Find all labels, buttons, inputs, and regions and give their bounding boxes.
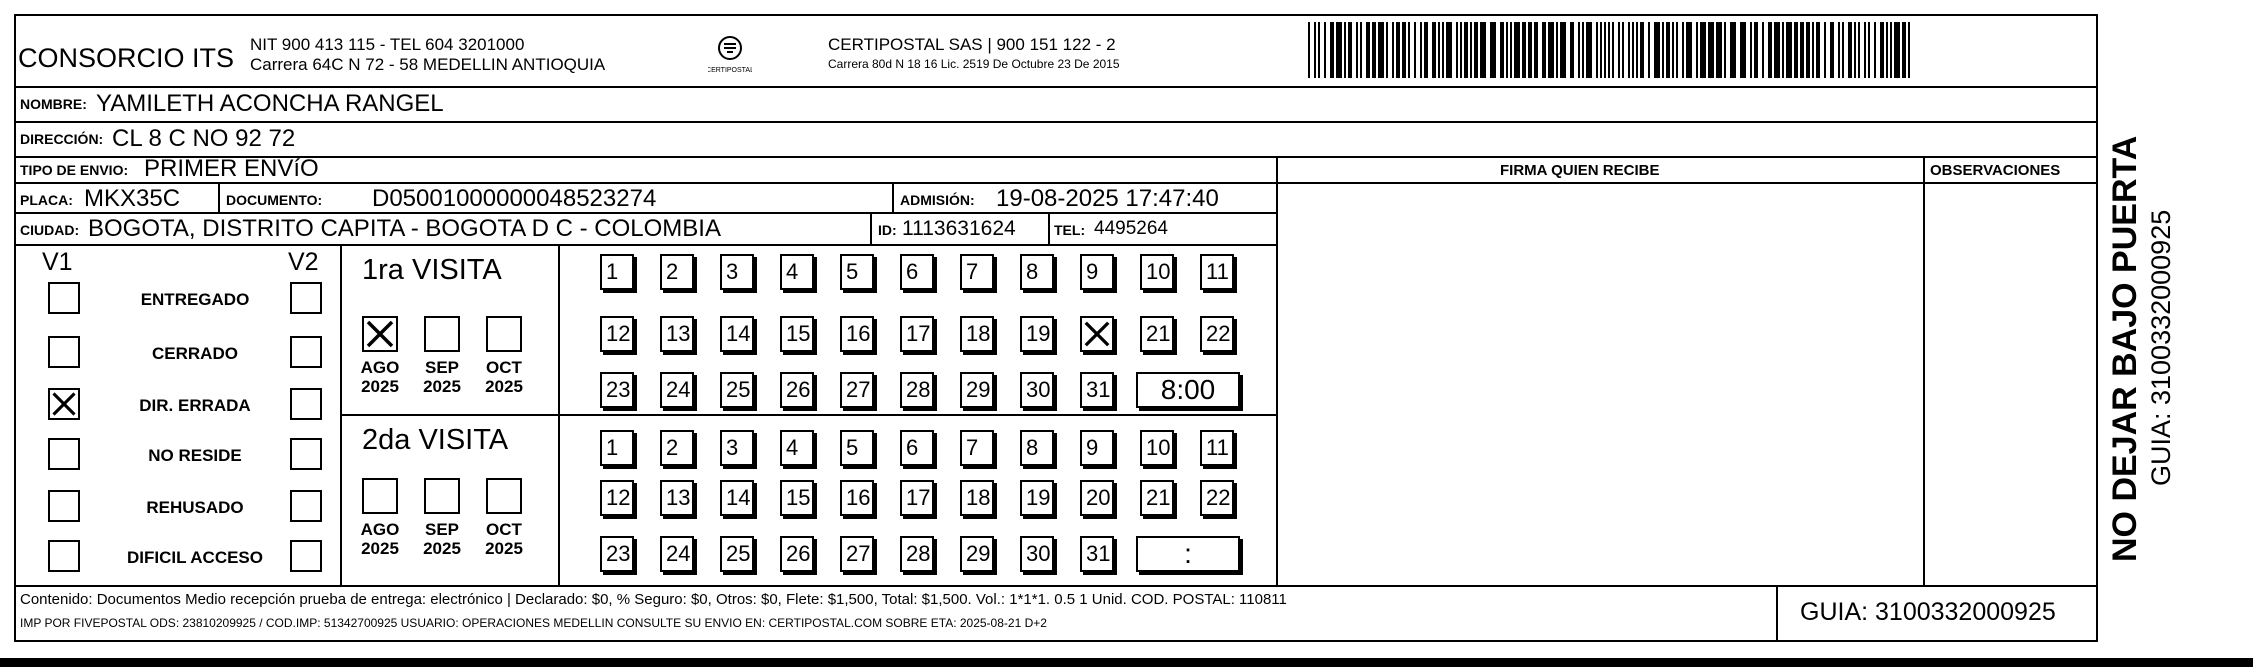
firma-header: FIRMA QUIEN RECIBE: [1500, 162, 1660, 179]
company-name: CONSORCIO ITS: [18, 43, 235, 73]
carrier-address: Carrera 80d N 18 16 Lic. 2519 De Octubre 23 De 2015: [828, 57, 1120, 71]
day-box[interactable]: 31: [1080, 372, 1114, 408]
ciudad-label: CIUDAD:: [20, 222, 80, 238]
day-box[interactable]: 25: [720, 372, 754, 408]
day-box[interactable]: 24: [660, 536, 694, 572]
day-box[interactable]: 14: [720, 316, 754, 352]
day-box[interactable]: 14: [720, 480, 754, 516]
day-box[interactable]: 16: [840, 480, 874, 516]
day-box[interactable]: 28: [900, 372, 934, 408]
day-box[interactable]: 13: [660, 480, 694, 516]
x-mark-icon: [1082, 318, 1112, 350]
placa-value: MKX35C: [84, 185, 181, 212]
company-nit: NIT 900 413 115 - TEL 604 3201000: [250, 35, 525, 54]
day-box[interactable]: 24: [660, 372, 694, 408]
day-box[interactable]: 29: [960, 536, 994, 572]
v2-checkbox[interactable]: [290, 540, 322, 572]
v1-header: V1: [42, 248, 73, 276]
day-box[interactable]: 3: [720, 430, 754, 466]
day-box[interactable]: 18: [960, 316, 994, 352]
day-box[interactable]: 3: [720, 254, 754, 290]
day-box[interactable]: 17: [900, 316, 934, 352]
day-box[interactable]: 23: [600, 372, 634, 408]
status-label: ENTREGADO: [140, 290, 250, 309]
day-box[interactable]: 17: [900, 480, 934, 516]
day-box[interactable]: 26: [780, 536, 814, 572]
day-box[interactable]: 21: [1140, 480, 1174, 516]
v1-checkbox[interactable]: [48, 336, 80, 368]
v1-checkbox[interactable]: [48, 282, 80, 314]
month-checkbox[interactable]: [362, 478, 398, 514]
second-visit-title: 2da VISITA: [362, 424, 509, 456]
footer-imp-line: IMP POR FIVEPOSTAL ODS: 23810209925 / COD.IMP: 51342700925 USUARIO: OPERACIONES MEDELLIN CONSULTE SU ENVIO EN: CERTIPOSTAL.COM SOBRE ETA: 2025-08-21 D+2: [20, 616, 1047, 630]
day-box[interactable]: 7: [960, 254, 994, 290]
id-value: 1113631624: [902, 217, 1016, 240]
day-box[interactable]: 31: [1080, 536, 1114, 572]
month-checkbox[interactable]: [486, 478, 522, 514]
observaciones-header: OBSERVACIONES: [1930, 162, 2061, 179]
x-mark-icon: [364, 318, 396, 350]
day-box[interactable]: 26: [780, 372, 814, 408]
month-label: OCT 2025: [485, 520, 523, 558]
carrier-name: CERTIPOSTAL SAS | 900 151 122 - 2: [828, 35, 1116, 54]
day-box[interactable]: 6: [900, 254, 934, 290]
day-box[interactable]: 8: [1020, 430, 1054, 466]
admision-label: ADMISIÓN:: [900, 192, 975, 208]
day-box[interactable]: 22: [1200, 316, 1234, 352]
day-box[interactable]: 19: [1020, 316, 1054, 352]
no-dejar-bajo-puerta: NO DEJAR BAJO PUERTA: [2106, 135, 2144, 562]
month-label: OCT 2025: [485, 358, 523, 396]
svg-text:CERTIPOSTAL: CERTIPOSTAL: [708, 67, 752, 74]
day-box[interactable]: 27: [840, 372, 874, 408]
footer-content-line: Contenido: Documentos Medio recepción prueba de entrega: electrónico | Declarado: $0, % Seguro: $0, Otros: $0, Flete: $1,500, Total: $1,500. Vol.: 1*1*1. 0.5 1 Unid. COD. POSTAL: 110811: [20, 591, 1287, 608]
day-box[interactable]: 5: [840, 430, 874, 466]
admision-value: 19-08-2025 17:47:40: [996, 185, 1219, 212]
footer-guia: GUIA: 3100332000925: [1800, 598, 2056, 626]
day-box[interactable]: 1: [600, 254, 634, 290]
v2-checkbox[interactable]: [290, 282, 322, 314]
x-mark-icon: [50, 390, 78, 418]
day-box[interactable]: 12: [600, 480, 634, 516]
direccion-label: DIRECCIÓN:: [20, 131, 104, 147]
day-box[interactable]: 18: [960, 480, 994, 516]
v2-checkbox[interactable]: [290, 490, 322, 522]
month-checkbox[interactable]: [486, 316, 522, 352]
day-box[interactable]: 23: [600, 536, 634, 572]
v2-checkbox[interactable]: [290, 336, 322, 368]
day-box[interactable]: 16: [840, 316, 874, 352]
day-box[interactable]: 20: [1080, 480, 1114, 516]
id-label: ID:: [878, 222, 897, 238]
time-box[interactable]: :: [1136, 536, 1240, 572]
company-address: Carrera 64C N 72 - 58 MEDELLIN ANTIOQUIA: [250, 55, 606, 74]
v1-checkbox[interactable]: [48, 438, 80, 470]
day-box[interactable]: 30: [1020, 536, 1054, 572]
month-label: AGO 2025: [360, 520, 400, 558]
day-box[interactable]: 15: [780, 480, 814, 516]
day-box[interactable]: 4: [780, 254, 814, 290]
day-box[interactable]: 10: [1140, 430, 1174, 466]
v1-checkbox[interactable]: [48, 388, 80, 420]
status-label: NO RESIDE: [148, 446, 242, 465]
first-visit-title: 1ra VISITA: [362, 254, 502, 286]
documento-label: DOCUMENTO:: [226, 192, 323, 208]
day-box[interactable]: 9: [1080, 254, 1114, 290]
v2-checkbox[interactable]: [290, 438, 322, 470]
bottom-rule: [0, 658, 2253, 667]
ciudad-value: BOGOTA, DISTRITO CAPITA - BOGOTA D C - COLOMBIA: [88, 215, 721, 242]
day-box[interactable]: [1080, 316, 1114, 352]
day-box[interactable]: 5: [840, 254, 874, 290]
day-box[interactable]: 8: [1020, 254, 1054, 290]
day-box[interactable]: 29: [960, 372, 994, 408]
side-guia: GUIA: 3100332000925: [2146, 209, 2176, 486]
day-box[interactable]: 11: [1200, 254, 1234, 290]
day-box[interactable]: 28: [900, 536, 934, 572]
day-box[interactable]: 2: [660, 430, 694, 466]
tipo-envio-label: TIPO DE ENVIO:: [20, 162, 129, 178]
status-label: REHUSADO: [146, 498, 244, 517]
day-box[interactable]: 10: [1140, 254, 1174, 290]
day-box[interactable]: 21: [1140, 316, 1174, 352]
v2-header: V2: [288, 248, 319, 276]
time-box[interactable]: 8:00: [1136, 372, 1240, 408]
month-label: SEP 2025: [423, 520, 461, 558]
day-box[interactable]: 9: [1080, 430, 1114, 466]
day-box[interactable]: 12: [600, 316, 634, 352]
v2-checkbox[interactable]: [290, 388, 322, 420]
tel-label: TEL:: [1054, 222, 1086, 238]
day-box[interactable]: 15: [780, 316, 814, 352]
day-box[interactable]: 1: [600, 430, 634, 466]
placa-label: PLACA:: [20, 192, 73, 208]
v1-checkbox[interactable]: [48, 490, 80, 522]
tel-value: 4495264: [1094, 218, 1168, 239]
month-checkbox[interactable]: [424, 316, 460, 352]
day-box[interactable]: 11: [1200, 430, 1234, 466]
month-checkbox[interactable]: [424, 478, 460, 514]
day-box[interactable]: 27: [840, 536, 874, 572]
direccion-value: CL 8 C NO 92 72: [112, 125, 296, 152]
day-box[interactable]: 6: [900, 430, 934, 466]
v1-checkbox[interactable]: [48, 540, 80, 572]
month-label: AGO 2025: [360, 358, 400, 396]
day-box[interactable]: 25: [720, 536, 754, 572]
month-checkbox[interactable]: [362, 316, 398, 352]
day-box[interactable]: 7: [960, 430, 994, 466]
day-box[interactable]: 19: [1020, 480, 1054, 516]
day-box[interactable]: 4: [780, 430, 814, 466]
day-box[interactable]: 22: [1200, 480, 1234, 516]
nombre-value: YAMILETH ACONCHA RANGEL: [96, 90, 444, 117]
status-label: CERRADO: [152, 344, 238, 363]
documento-value: D05001000000048523274: [372, 185, 657, 212]
day-box[interactable]: 13: [660, 316, 694, 352]
status-label: DIR. ERRADA: [139, 396, 251, 415]
day-box[interactable]: 2: [660, 254, 694, 290]
nombre-label: NOMBRE:: [20, 96, 87, 112]
month-label: SEP 2025: [423, 358, 461, 396]
day-box[interactable]: 30: [1020, 372, 1054, 408]
status-label: DIFICIL ACCESO: [126, 548, 263, 567]
tipo-envio-value: PRIMER ENVíO: [144, 155, 319, 182]
